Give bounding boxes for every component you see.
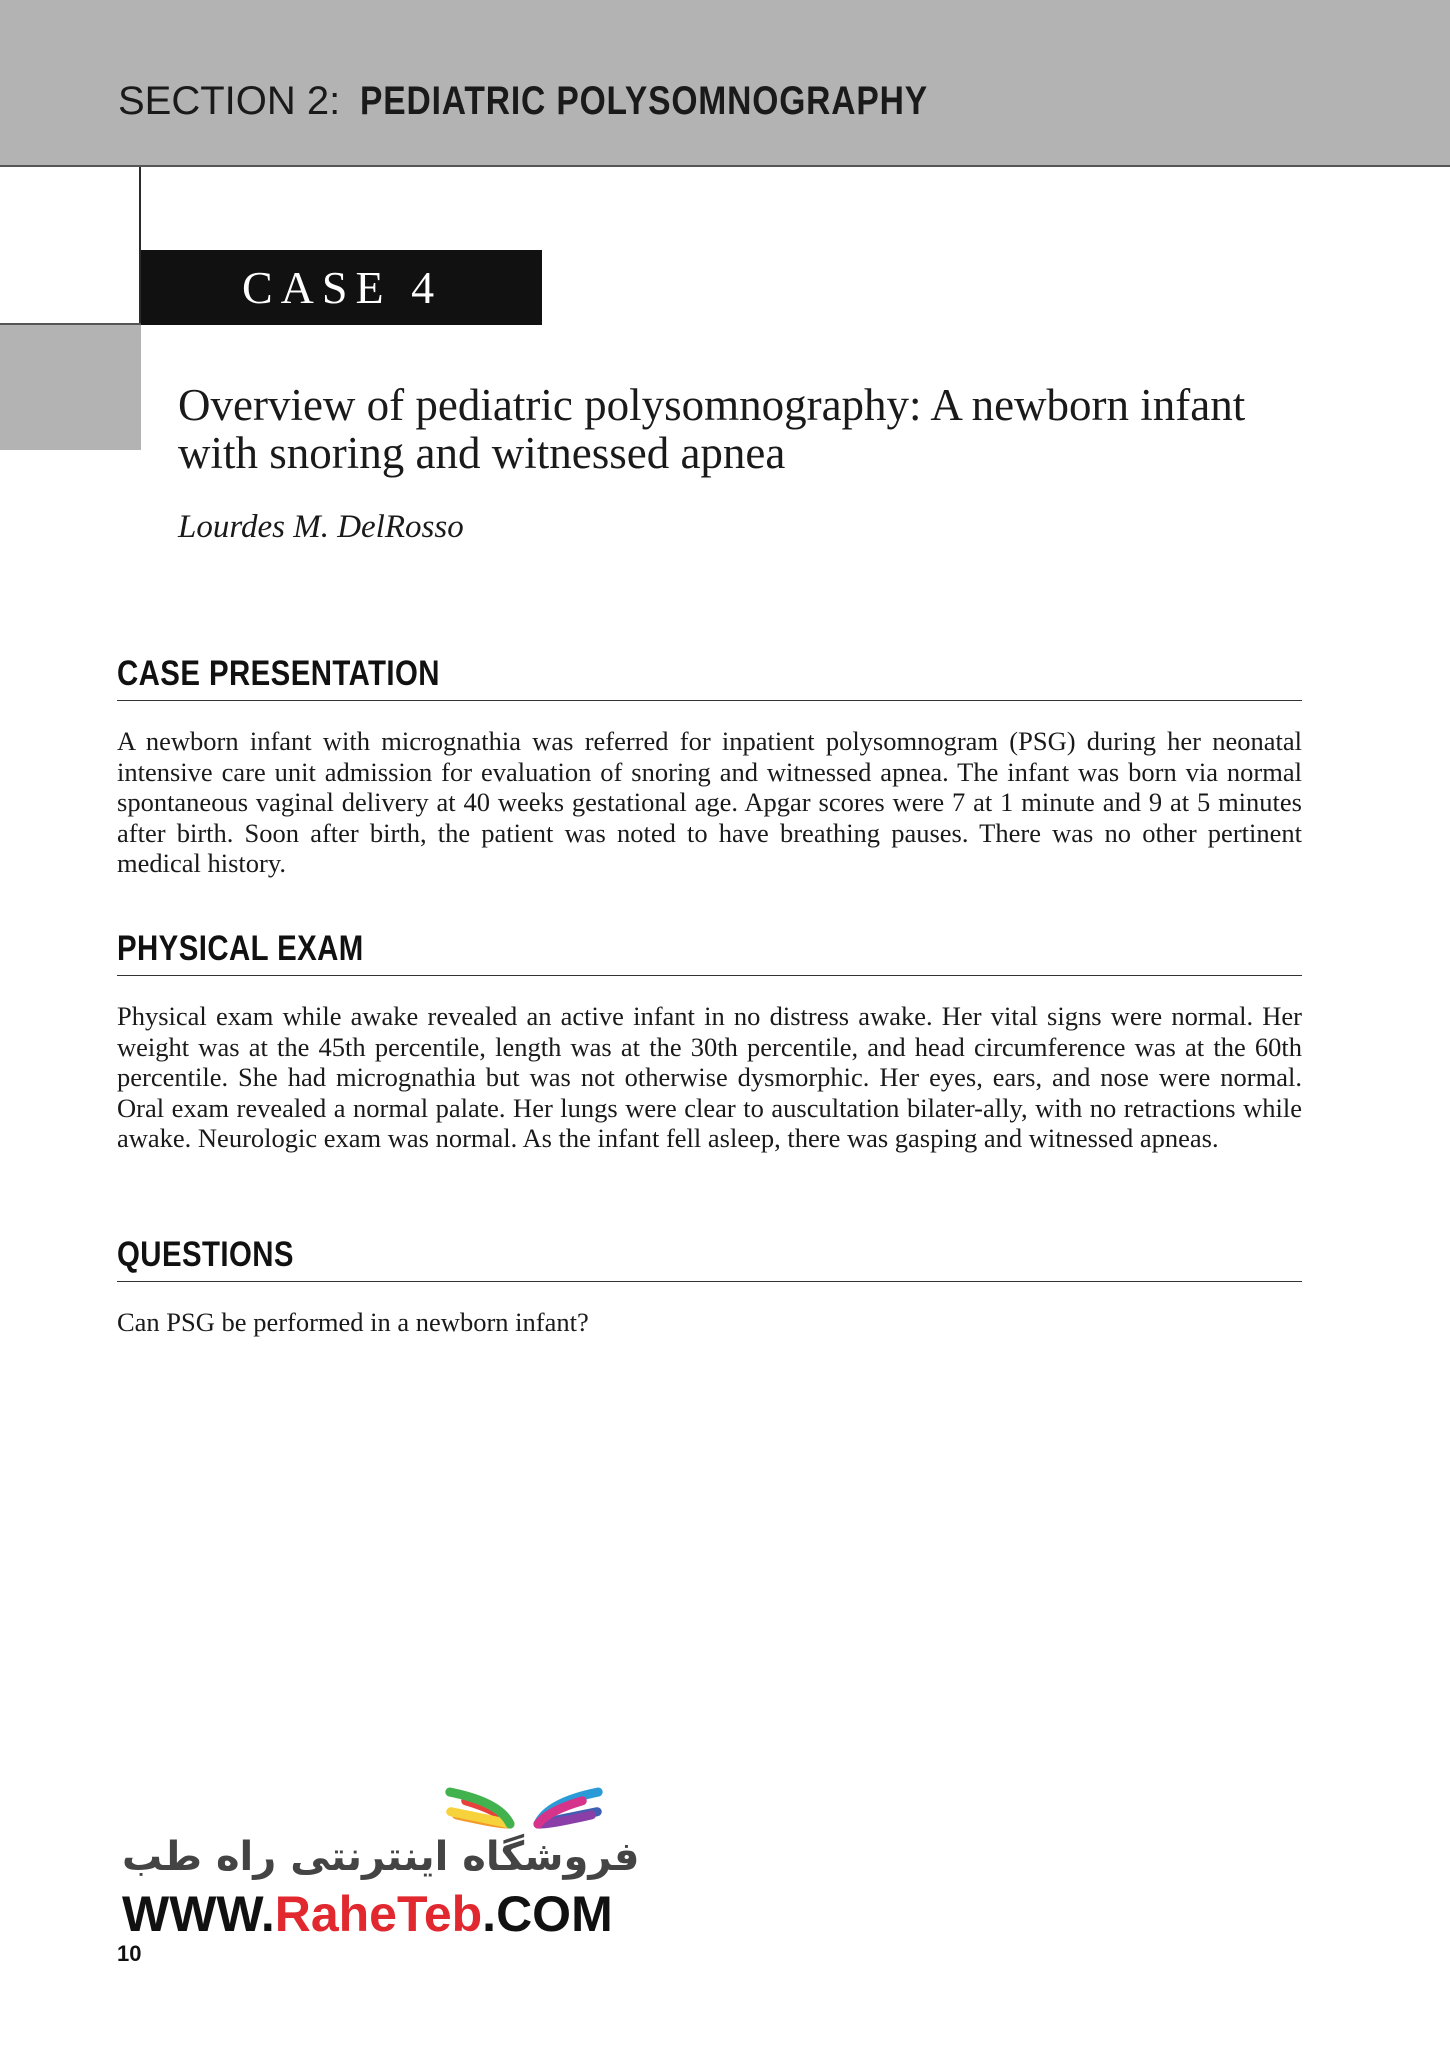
paragraph-physical-exam: Physical exam while awake revealed an active infant in no distress awake. Her vital signs were normal. Her weight was at the 45th percentile, length was at the 30th percentile, and head circumference was at the 60th percentile. She had micrognathia but was not otherwise dysmorphic. Her eyes, ears, and nose were normal. Oral exam revealed a normal palate. Her lungs were clear to auscultation bilater-ally, with no retractions while awake. Neurologic exam was normal. As the infant fell asleep, there was gasping and witnessed apneas. [117,1001,1302,1153]
url-suffix: .COM [482,1886,613,1942]
paragraph-case-presentation: A newborn infant with micrognathia was referred for inpatient polysomnogram (PSG) during her neonatal intensive care unit admission for evaluation of snoring and witnessed apnea. The infant was born via normal spontaneous vaginal delivery at 40 weeks gestational age. Apgar scores were 7 at 1 minute and 9 at 5 minutes after birth. Soon after birth, the patient was noted to have breathing pauses. There was no other pertinent medical history. [117,726,1302,878]
section-title: PEDIATRIC POLYSOMNOGRAPHY [360,79,929,123]
heading-physical-exam [117,927,1302,976]
heading-text: CASE PRESENTATION [117,654,440,693]
heading-text: PHYSICAL EXAM [117,929,364,968]
heading-text: QUESTIONS [117,1235,294,1274]
raheteb-watermark [118,1740,640,1942]
watermark-persian-text: فروشگاه اینترنتی راه طب [122,1834,640,1880]
paragraph-questions: Can PSG be performed in a newborn infant? [117,1307,589,1337]
section-label [118,76,1036,126]
url-prefix: WWW. [122,1886,275,1942]
case-label: CASE 4 [242,262,443,313]
heading-questions [117,1233,1302,1282]
page-number: 10 [117,1941,142,1966]
gray-corner-block [0,325,141,450]
author: Lourdes M. DelRosso [178,509,464,545]
watermark-url [122,1886,613,1942]
case-label-box [141,250,542,325]
case-title: Overview of pediatric polysomnography: A newborn infant with snoring and witnessed apnea [178,380,1246,478]
section-prefix: SECTION 2: [118,79,341,123]
heading-case-presentation [117,652,1302,701]
section-header-band [0,0,1450,167]
book-rainbow-icon [434,1740,614,1835]
url-brand: RaheTeb [274,1886,483,1942]
